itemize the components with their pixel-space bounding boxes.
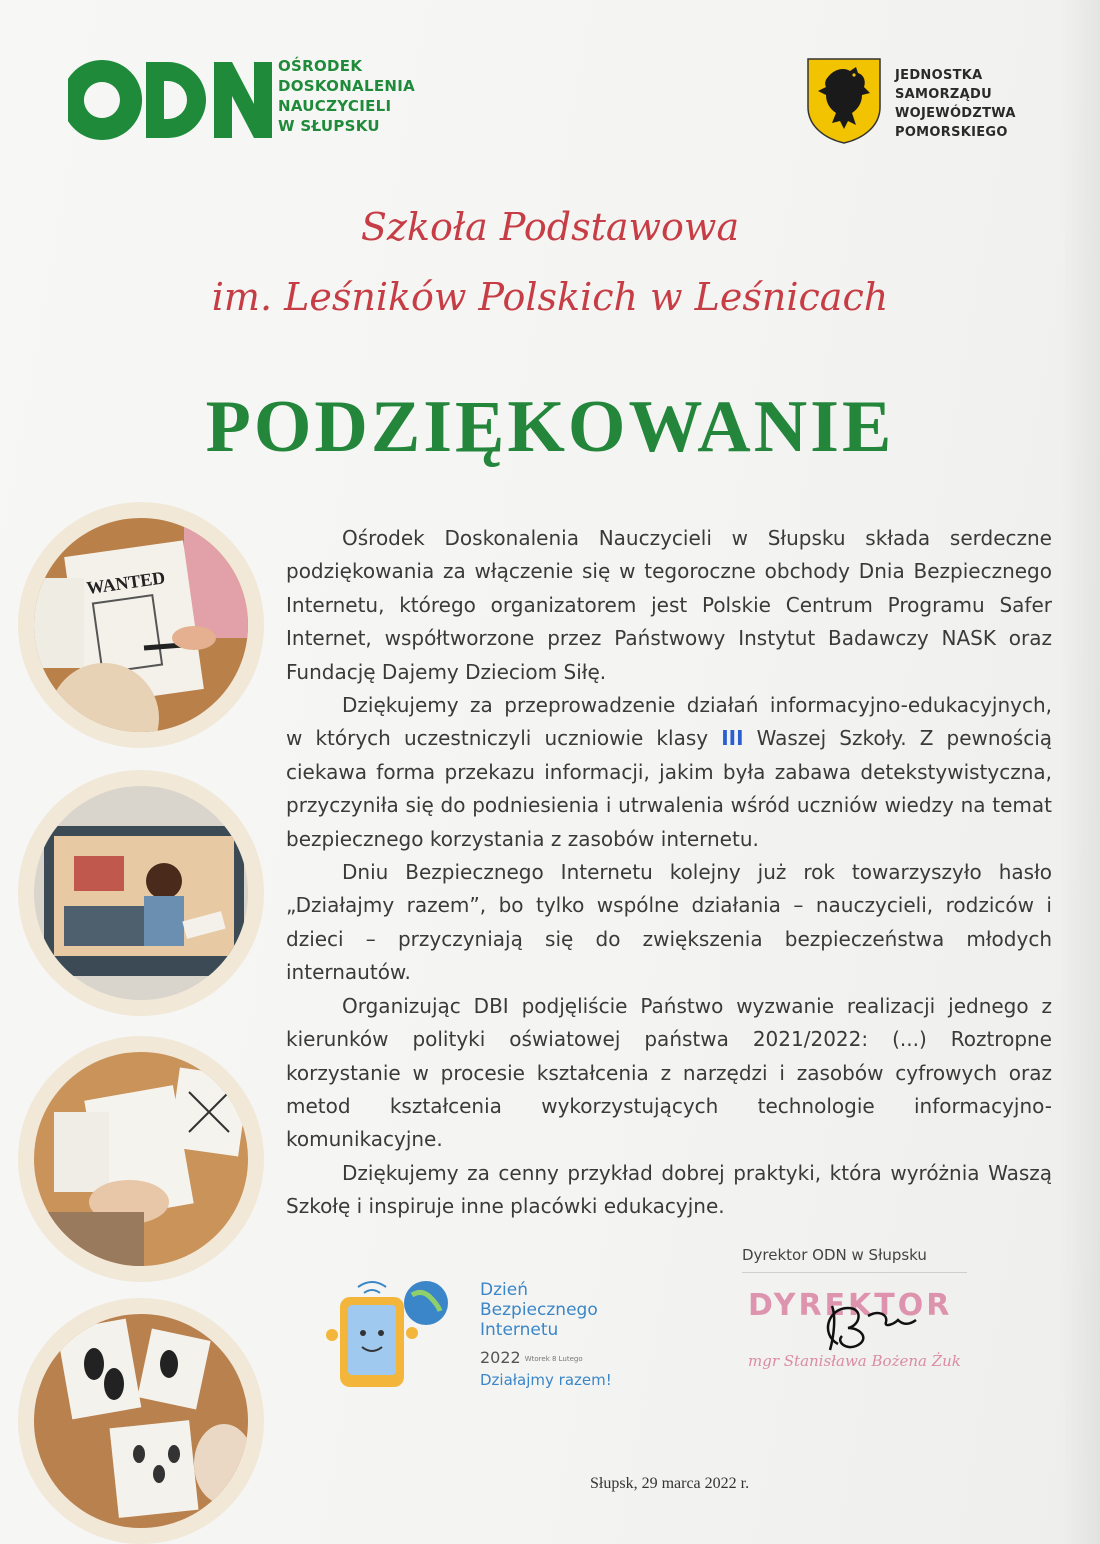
dbi-line: Internetu (480, 1320, 559, 1340)
director-divider (742, 1272, 967, 1273)
odn-name-line: DOSKONALENIA (278, 77, 416, 95)
photo-wanted-worksheet (18, 502, 264, 748)
issue-date: Słupsk, 29 marca 2022 r. (590, 1475, 750, 1492)
odn-name-line: NAUCZYCIELI (278, 97, 392, 115)
pomeranian-griffin-crest-icon (806, 57, 882, 145)
dbi-line: Dzień (480, 1280, 528, 1300)
photo-children-drawing (18, 1036, 264, 1282)
wanted-text: WANTED (85, 567, 167, 599)
body-paragraph (286, 689, 1052, 856)
photo-footprints-cards (18, 1298, 264, 1544)
director-stamp: DYREKTOR (748, 1288, 953, 1323)
dbi-year-value: 2022 (480, 1348, 521, 1367)
handwritten-signature-icon (808, 1294, 948, 1354)
body-text: Waszej Szkoły. Z pewnością ciekawa forma przekazu informacji, jakim była zabawa detekstywistyczna, przyczyniła się do podniesienia i utrwalenia wśród uczniów wiedzy na temat bezpiecznego korzystania z zasobów internetu. (286, 726, 1053, 851)
dbi-date-small: Wtorek 8 Lutego (524, 1354, 583, 1363)
body-paragraph: Organizując DBI podjęliście Państwo wyzwanie realizacji jednego z kierunków polityki oświatowej państwa 2021/2022: (...) Roztropne korzystanie w procesie kształcenia z narzędzi i zasobów cyfrowych oraz metod kształcenia wykorzystujących technologie informacyjno-komunikacyjne. (286, 993, 1052, 1152)
region-name-line: JEDNOSTKA (895, 68, 983, 83)
odn-name-line: OŚRODEK (278, 57, 363, 75)
dbi-line: Bezpiecznego (480, 1300, 598, 1320)
body-paragraph: Ośrodek Doskonalenia Nauczycieli w Słupsku składa serdeczne podziękowania za włączenie się w tegoroczne obchody Dnia Bezpiecznego Internetu, którego organizatorem jest Polskie Centrum Programu Safer Internet, współtworzone przez Państwowy Instytut Badawczy NASK oraz Fundację Dajemy Dzieciom Siłę. (286, 526, 1052, 684)
director-title: Dyrektor ODN w Słupsku (742, 1246, 927, 1264)
odn-logo-icon (68, 55, 273, 145)
region-name (895, 66, 1055, 142)
class-number: III (721, 726, 744, 751)
region-name-line: SAMORZĄDU (895, 87, 992, 102)
school-name-line-2: im. Leśników Polskich w Leśnicach (211, 275, 889, 319)
photo-presentation-screen (18, 770, 264, 1016)
dbi-year (480, 1348, 612, 1367)
certificate-body (286, 522, 1052, 1224)
school-name-line-1: Szkoła Podstawowa (360, 205, 740, 249)
paper-shadow (1060, 0, 1100, 1544)
odn-name-line: W SŁUPSKU (278, 117, 380, 135)
dbi-slogan: Działajmy razem! (480, 1371, 612, 1389)
dbi-logo-text (480, 1280, 612, 1389)
region-name-line: WOJEWÓDZTWA (895, 106, 1016, 121)
body-paragraph: Dziękujemy za cenny przykład dobrej praktyki, która wyróżnia Waszą Szkołę i inspiruje inne placówki edukacyjne. (286, 1160, 1052, 1219)
director-stamp-name: mgr Stanisława Bożena Żuk (748, 1352, 961, 1370)
body-text: Dziękujemy za przeprowadzenie działań informacyjno-edukacyjnych, w których uczestniczyli uczniowie klasy (286, 693, 1052, 751)
odn-name (278, 56, 438, 136)
tablet-mascot-globe-icon (318, 1275, 458, 1395)
certificate-title: PODZIĘKOWANIE (205, 386, 895, 468)
body-paragraph: Dniu Bezpiecznego Internetu kolejny już rok towarzyszyło hasło „Działajmy razem”, bo tylko wspólne działania – nauczycieli, rodziców i dzieci – przyczyniają się do zwiększenia bezpieczeństwa młodych internautów. (286, 860, 1052, 985)
region-name-line: POMORSKIEGO (895, 125, 1008, 140)
